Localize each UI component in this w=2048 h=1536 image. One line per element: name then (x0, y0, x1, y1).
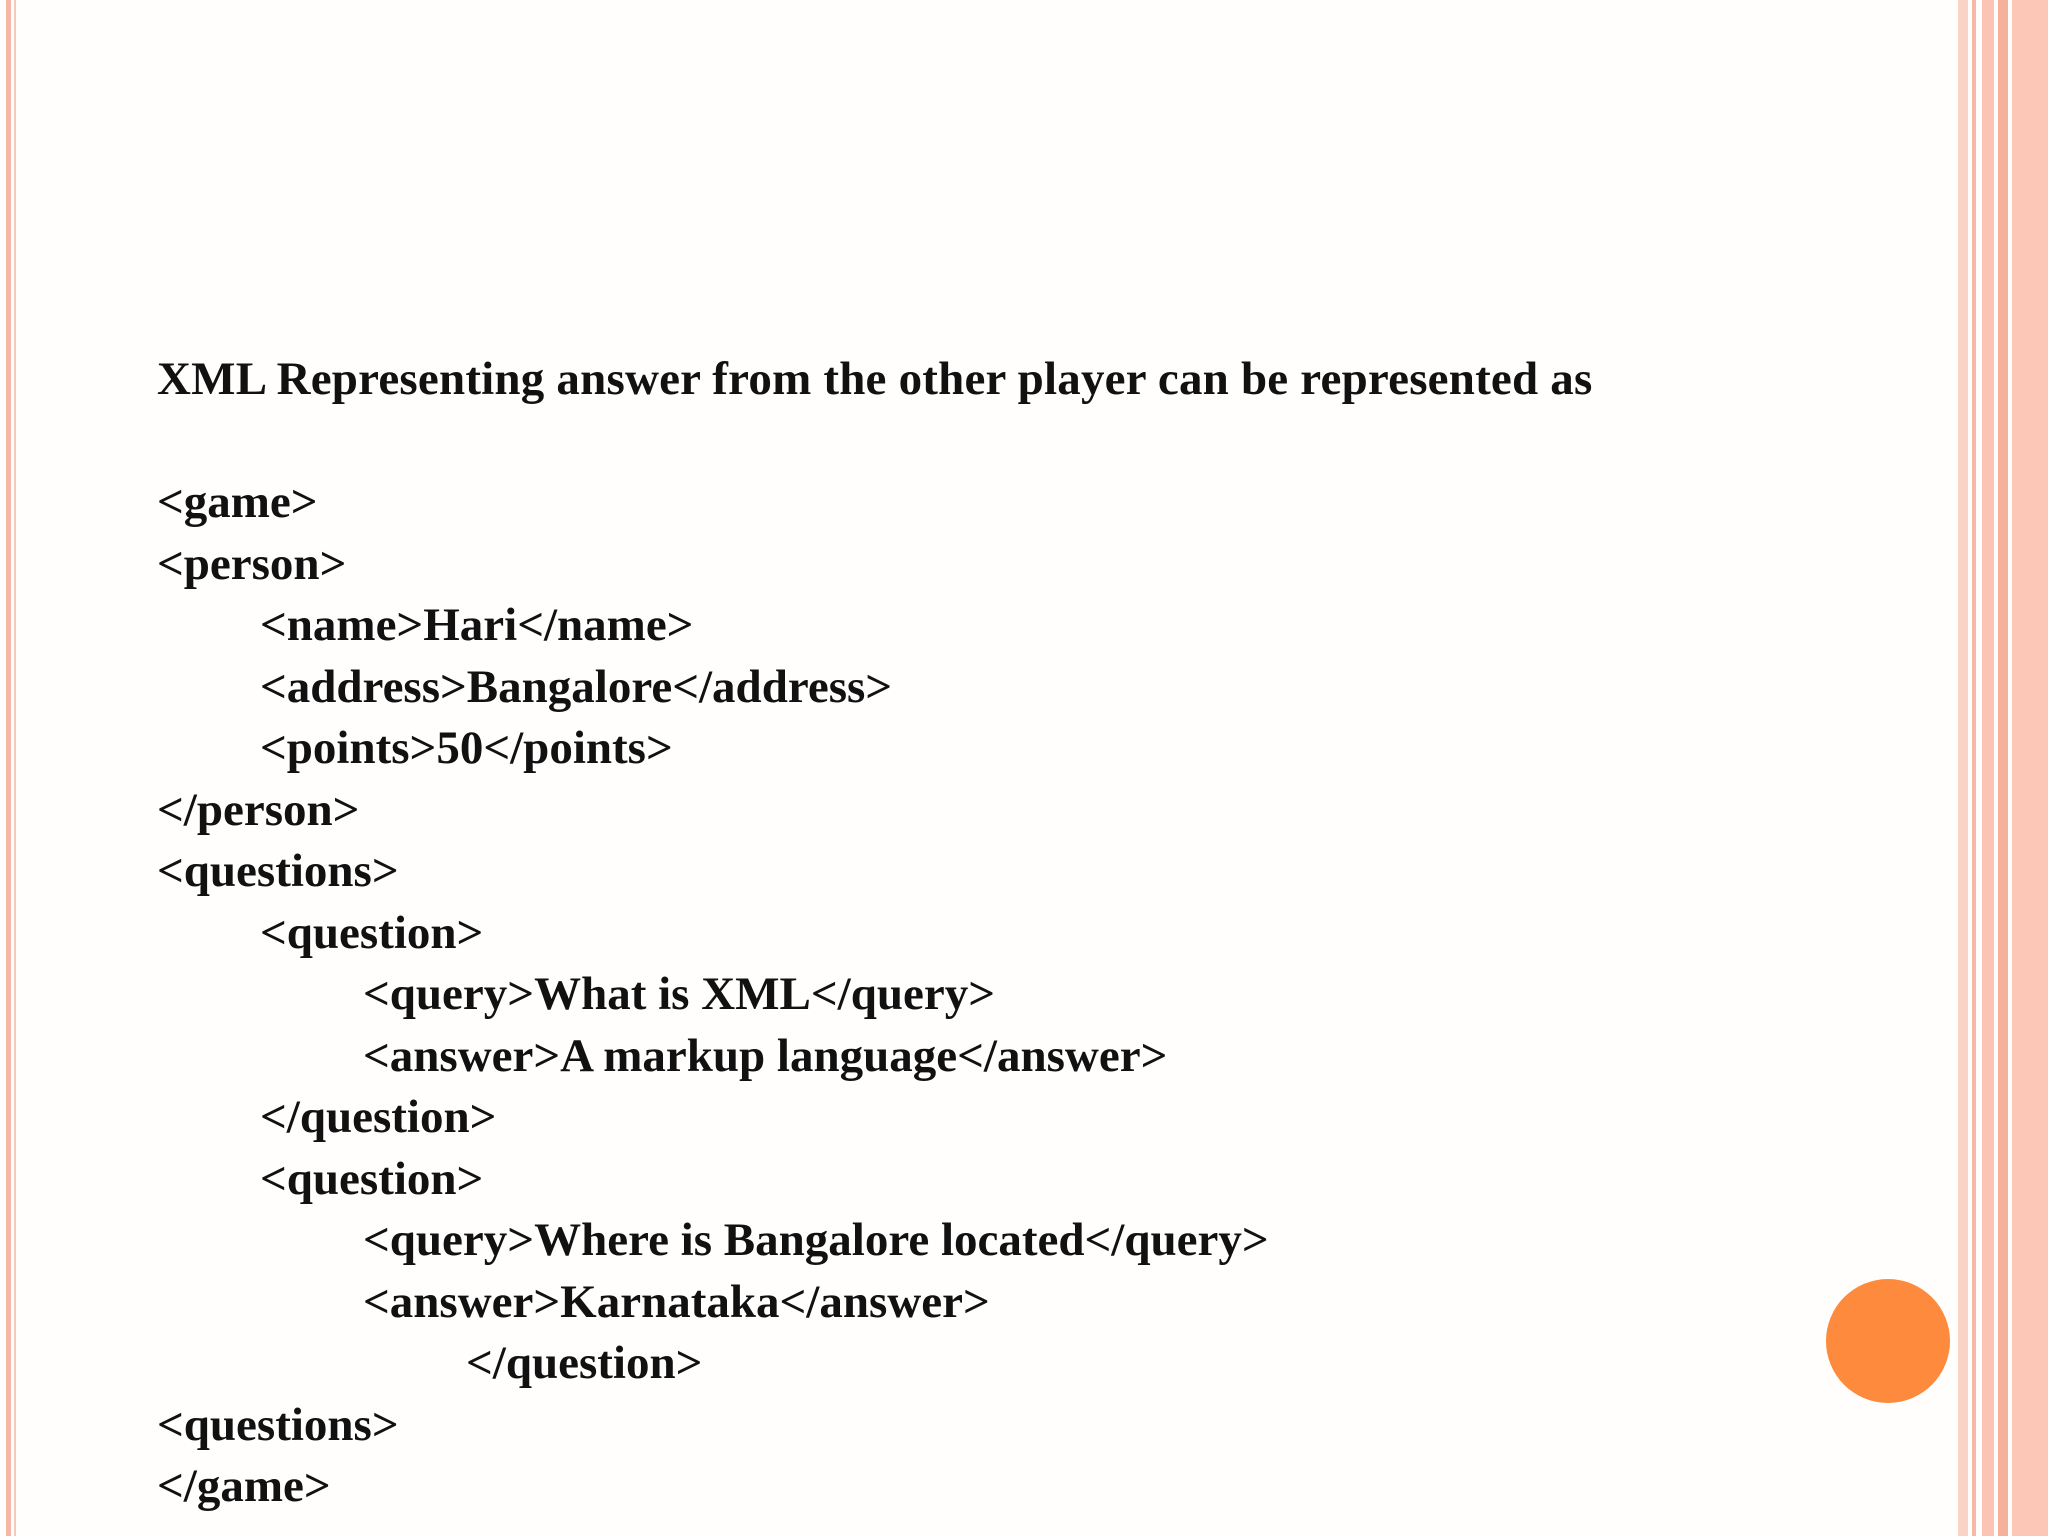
code-line-text: </question> (260, 1091, 497, 1143)
left-border-rule-thin (14, 0, 16, 1536)
code-line-text: <answer>A markup language</answer> (363, 1029, 1168, 1082)
right-border-rule (1982, 0, 1994, 1536)
slide-heading: XML Representing answer from the other player can be represented as (157, 353, 1593, 405)
code-line (157, 903, 1269, 965)
code-line-text: <person> (157, 537, 347, 590)
code-line-text: <query>Where is Bangalore located</query> (363, 1214, 1269, 1266)
right-border-rule (2012, 0, 2048, 1536)
code-line (157, 1333, 1269, 1395)
code-line-text: <answer>Karnataka</answer> (363, 1275, 990, 1328)
code-line-text: <name>Hari</name> (260, 599, 694, 651)
right-border-rule (1958, 0, 1968, 1536)
code-line (157, 1087, 1269, 1149)
code-line-text: <questions> (157, 845, 399, 897)
code-line (157, 595, 1269, 657)
code-line (157, 657, 1269, 719)
code-line (157, 472, 1269, 534)
code-line (157, 841, 1269, 903)
code-line-text: <query>What is XML</query> (363, 968, 995, 1020)
code-line (157, 1395, 1269, 1457)
code-line-text: <points>50</points> (260, 722, 673, 774)
code-line-text: <questions> (157, 1398, 399, 1451)
code-line (157, 1456, 1269, 1518)
right-border-rule (1998, 0, 2008, 1536)
code-line (157, 780, 1269, 842)
accent-circle-decoration (1826, 1279, 1950, 1403)
code-line (157, 964, 1269, 1026)
code-line (157, 534, 1269, 596)
code-line-text: <question> (260, 906, 484, 959)
code-line-text: <game> (157, 476, 318, 528)
left-border-rule (6, 0, 11, 1536)
right-border-rule (1972, 0, 1976, 1536)
code-line-text: <question> (260, 1152, 484, 1205)
code-line (157, 718, 1269, 780)
code-line (157, 1272, 1269, 1334)
code-line (157, 1149, 1269, 1211)
xml-code-block (157, 472, 1269, 1518)
code-line (157, 1026, 1269, 1088)
code-line-text: <address>Bangalore</address> (260, 660, 893, 713)
code-line-text: </question> (466, 1337, 703, 1389)
code-line-text: </person> (157, 783, 360, 836)
code-line (157, 1210, 1269, 1272)
code-line-text: </game> (157, 1460, 331, 1512)
